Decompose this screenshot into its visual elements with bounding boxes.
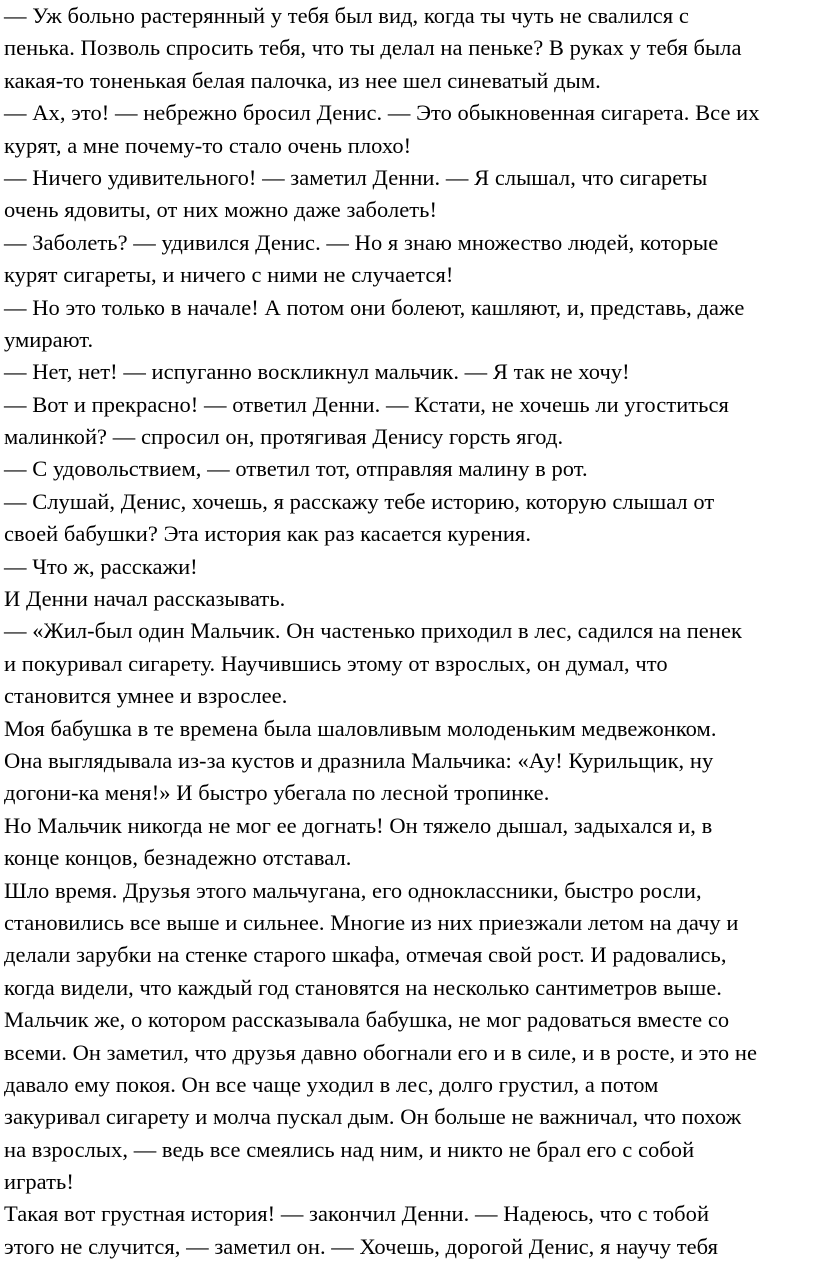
text-line: Шло время. Друзья этого мальчугана, его одноклассники, быстро росли,: [4, 877, 702, 903]
text-line: — «Жил-был один Мальчик. Он частенько приходил в лес, садился на пенек: [4, 618, 742, 644]
text-line: всеми. Он заметил, что друзья давно обогнали его и в силе, и в росте, и это не: [4, 1039, 758, 1065]
story-text: [4, 0, 812, 1263]
text-line: Но Мальчик никогда не мог ее догнать! Он тяжело дышал, задыхался и, в: [4, 812, 713, 838]
text-line: какая-то тоненькая белая палочка, из нее шел синеватый дым.: [4, 67, 601, 93]
text-line: И Денни начал рассказывать.: [4, 586, 286, 612]
text-line: — Нет, нет! — испуганно воскликнул мальчик. — Я так не хочу!: [4, 359, 630, 385]
text-line: — Ах, это! — небрежно бросил Денис. — Это обыкновенная сигарета. Все их: [4, 100, 760, 126]
text-line: догони-ка меня!» И быстро убегала по лесной тропинке.: [4, 780, 550, 806]
text-line: играть!: [4, 1169, 74, 1195]
text-line: — С удовольствием, — ответил тот, отправляя малину в рот.: [4, 456, 588, 482]
text-line: Мальчик же, о котором рассказывала бабушка, не мог радоваться вместе со: [4, 1007, 730, 1033]
text-line: становится умнее и взрослее.: [4, 683, 288, 709]
text-line: этого не случится, — заметил он. — Хочешь, дорогой Денис, я научу тебя: [4, 1233, 718, 1259]
text-line: — Заболеть? — удивился Денис. — Но я знаю множество людей, которые: [4, 229, 719, 255]
text-line: Такая вот грустная история! — закончил Денни. — Надеюсь, что с тобой: [4, 1201, 710, 1227]
text-line: делали зарубки на стенке старого шкафа, отмечая свой рост. И радовались,: [4, 942, 727, 968]
text-line: закуривал сигарету и молча пускал дым. Он больше не важничал, что похож: [4, 1104, 742, 1130]
text-line: умирают.: [4, 326, 94, 352]
text-line: курят сигареты, и ничего с ними не случается!: [4, 262, 454, 288]
text-line: конце концов, безнадежно отставал.: [4, 845, 352, 871]
text-line: пенька. Позволь спросить тебя, что ты делал на пеньке? В руках у тебя была: [4, 35, 742, 61]
text-line: очень ядовиты, от них можно даже заболеть!: [4, 197, 438, 223]
text-line: — Что ж, расскажи!: [4, 553, 198, 579]
text-line: — Вот и прекрасно! — ответил Денни. — Кстати, не хочешь ли угоститься: [4, 391, 729, 417]
text-line: — Уж больно растерянный у тебя был вид, когда ты чуть не свалился с: [4, 3, 689, 28]
text-line: — Но это только в начале! А потом они болеют, кашляют, и, представь, даже: [4, 294, 745, 320]
text-line: курят, а мне почему-то стало очень плохо!: [4, 132, 412, 158]
text-line: малинкой? — спросил он, протягивая Денису горсть ягод.: [4, 424, 564, 450]
text-line: Моя бабушка в те времена была шаловливым молоденьким медвежонком.: [4, 715, 717, 741]
text-line: на взрослых, — ведь все смеялись над ним, и никто не брал его с собой: [4, 1136, 695, 1162]
text-line: и покуривал сигарету. Научившись этому от взрослых, он думал, что: [4, 650, 668, 676]
text-line: становились все выше и сильнее. Многие из них приезжали летом на дачу и: [4, 909, 739, 935]
text-line: давало ему покоя. Он все чаще уходил в лес, долго грустил, а потом: [4, 1071, 659, 1097]
text-line: своей бабушки? Эта история как раз касается курения.: [4, 521, 531, 547]
text-line: когда видели, что каждый год становятся на несколько сантиметров выше.: [4, 974, 722, 1000]
text-line: — Ничего удивительного! — заметил Денни. — Я слышал, что сигареты: [4, 164, 708, 190]
text-line: Она выглядывала из-за кустов и дразнила Мальчика: «Ау! Курильщик, ну: [4, 747, 714, 773]
text-line: — Слушай, Денис, хочешь, я расскажу тебе историю, которую слышал от: [4, 488, 715, 514]
